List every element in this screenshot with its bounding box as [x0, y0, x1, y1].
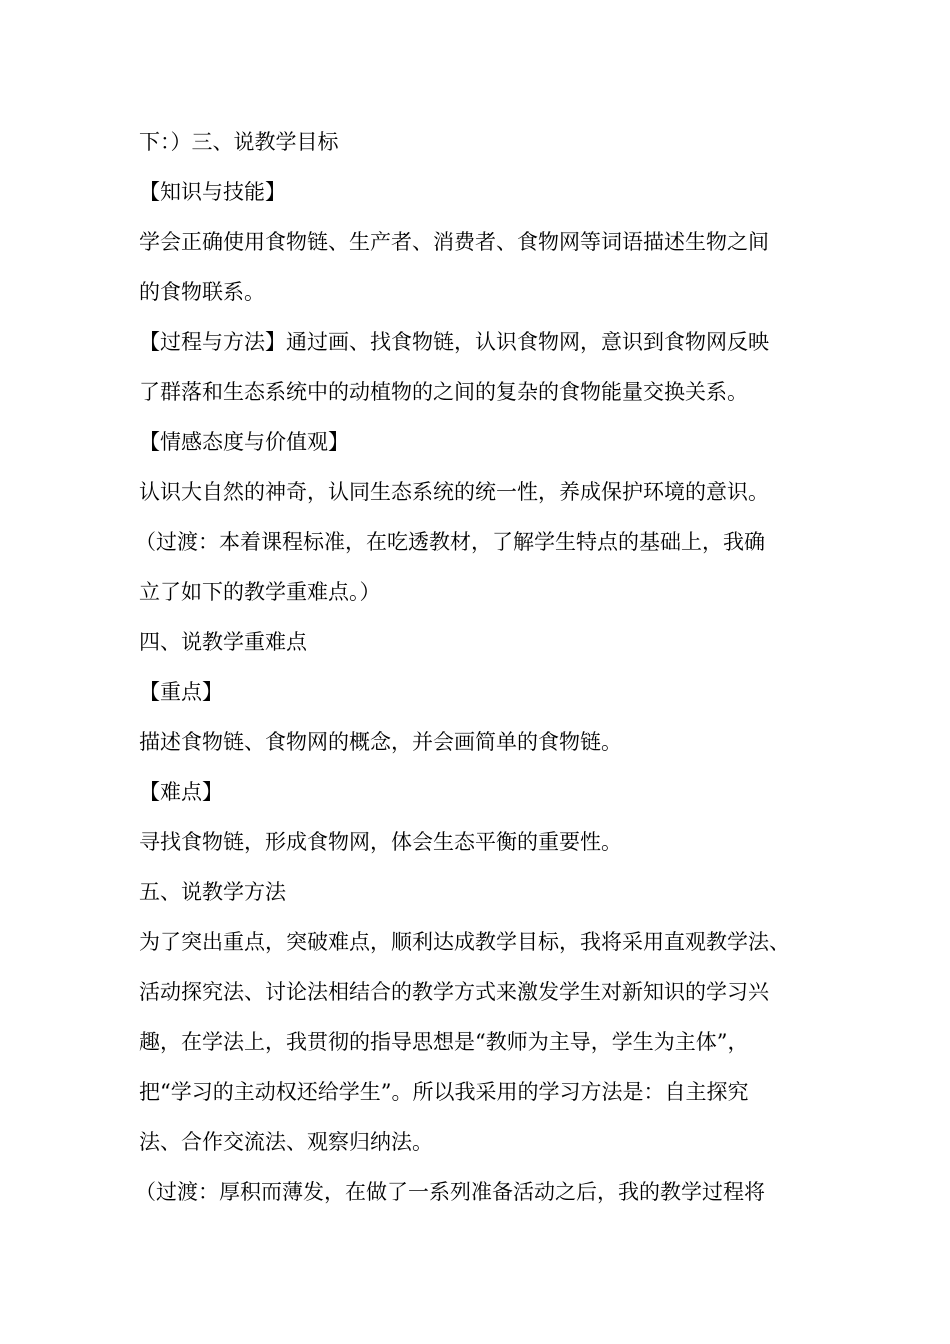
text-line: 把“学习的主动权还给学生”。所以我采用的学习方法是：自主探究: [139, 1080, 749, 1104]
text-line: 学会正确使用食物链、生产者、消费者、食物网等词语描述生物之间: [139, 230, 769, 254]
text-line: 立了如下的教学重难点。）: [139, 580, 381, 604]
text-line: 寻找食物链，形成食物网，体会生态平衡的重要性。: [139, 830, 622, 854]
transition-note: （过渡：厚积而薄发，在做了一系列准备活动之后，我的教学过程将: [135, 1180, 765, 1204]
text-line: 法、合作交流法、观察归纳法。: [139, 1130, 433, 1154]
section-heading: 【情感态度与价值观】: [139, 430, 349, 454]
text-line: 了群落和生态系统中的动植物的之间的复杂的食物能量交换关系。: [139, 380, 748, 404]
section-heading: 【知识与技能】: [139, 180, 286, 204]
text-line: 描述食物链、食物网的概念，并会画简单的食物链。: [139, 730, 622, 754]
document-body: [135, 124, 839, 1224]
text-line: 活动探究法、讨论法相结合的教学方式来激发学生对新知识的学习兴: [139, 980, 769, 1004]
text-line: 趣，在学法上，我贯彻的指导思想是“教师为主导，学生为主体”，: [139, 1030, 749, 1054]
section-title: 五、说教学方法: [139, 880, 286, 904]
text-line: 【过程与方法】通过画、找食物链，认识食物网，意识到食物网反映: [139, 330, 769, 354]
section-heading: 【难点】: [139, 780, 223, 804]
transition-note: （过渡：本着课程标准，在吃透教材，了解学生特点的基础上，我确: [135, 530, 765, 554]
text-line: 下：）三、说教学目标: [139, 130, 339, 154]
section-heading: 【重点】: [139, 680, 223, 704]
text-line: 为了突出重点，突破难点，顺利达成教学目标，我将采用直观教学法、: [139, 930, 790, 954]
section-title: 四、说教学重难点: [139, 630, 307, 654]
text-line: 的食物联系。: [139, 280, 265, 304]
text-line: 认识大自然的神奇，认同生态系统的统一性，养成保护环境的意识。: [139, 480, 769, 504]
